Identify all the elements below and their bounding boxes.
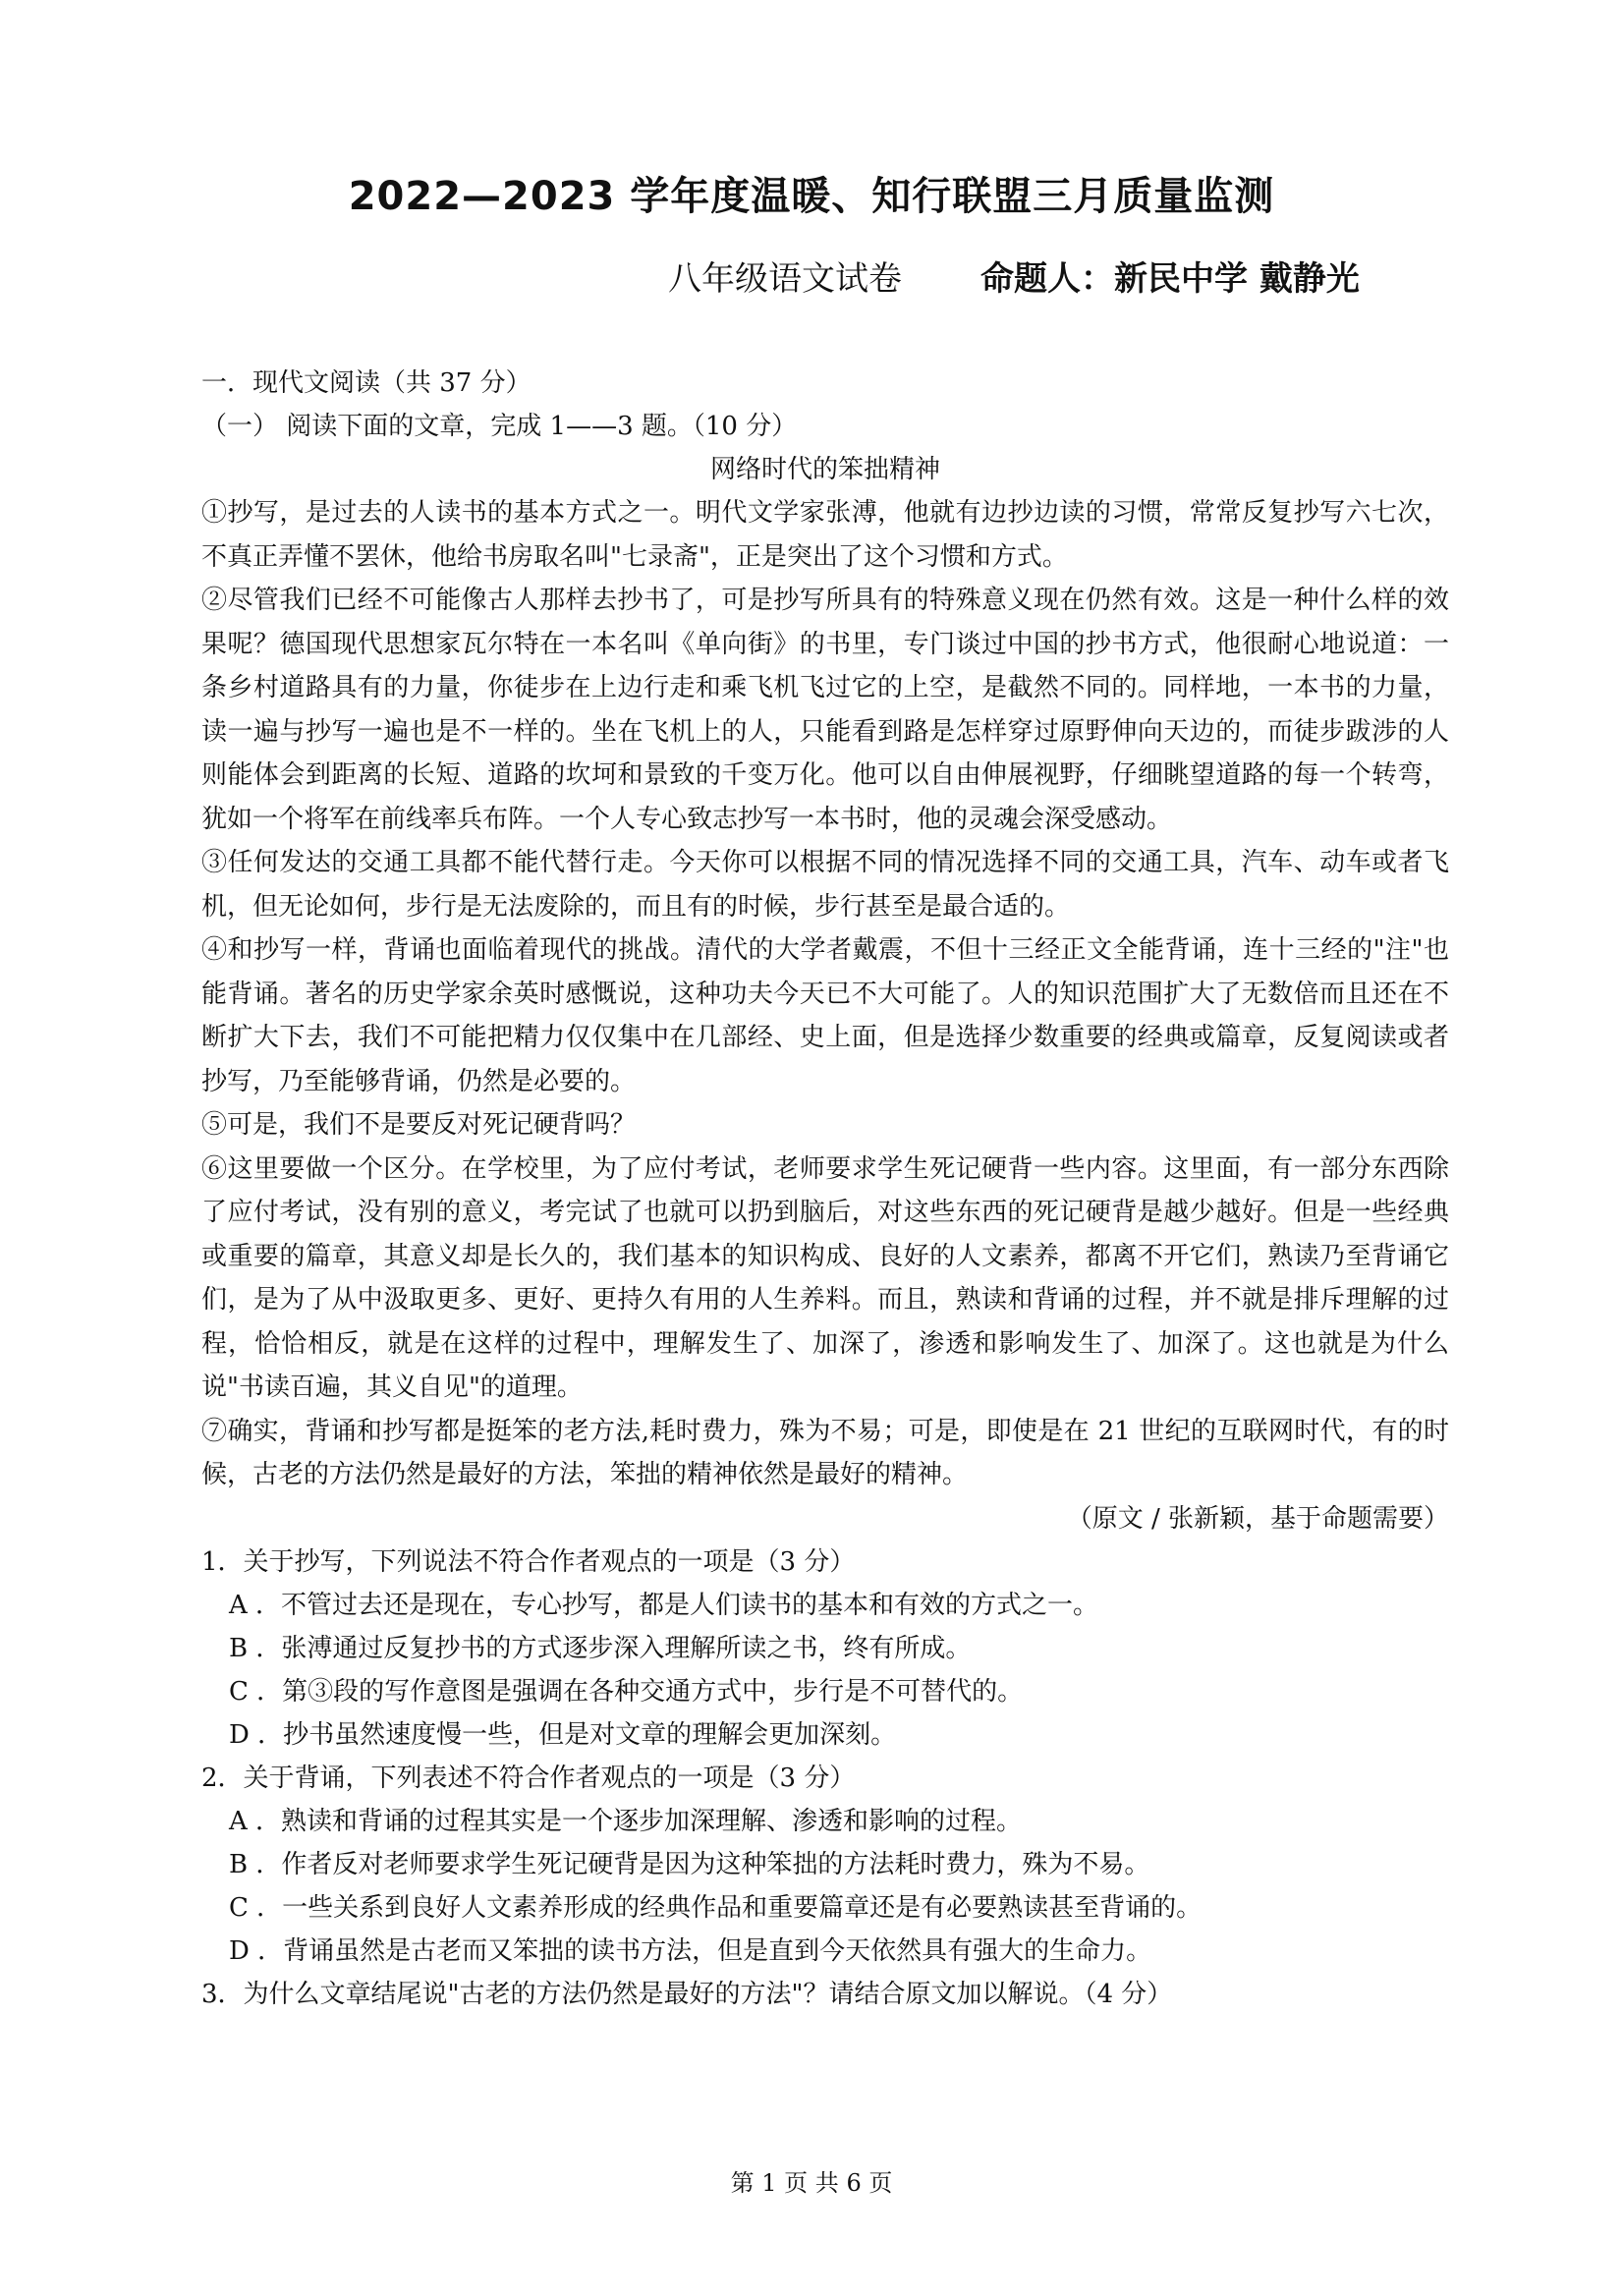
question-stem: 1．关于抄写，下列说法不符合作者观点的一项是（3 分） <box>201 1546 856 1577</box>
question-option: C ．一些关系到良好人文素养形成的经典作品和重要篇章还是有必要熟读甚至背诵的。 <box>229 1892 1203 1923</box>
exam-subtitle <box>668 252 1360 300</box>
question-option: A ．熟读和背诵的过程其实是一个逐步加深理解、渗透和影响的过程。 <box>229 1806 1023 1836</box>
reading-instruction: （一） 阅读下面的文章，完成 1——3 题。（10 分） <box>201 412 798 441</box>
question-option: D ．抄书虽然速度慢一些，但是对文章的理解会更加深刻。 <box>229 1719 897 1750</box>
article-paragraph: ①抄写，是过去的人读书的基本方式之一。明代文学家张溥，他就有边抄边读的习惯，常常反复抄写六七次，不真正弄懂不罢休，他给书房取名叫"七录斋"，正是突出了这个习惯和方式。 <box>201 498 1449 572</box>
page-number: 第 1 页 共 6 页 <box>730 2169 893 2197</box>
exam-title: 2022—2023 学年度温暖、知行联盟三月质量监测 <box>348 174 1275 219</box>
article-paragraph: ③任何发达的交通工具都不能代替行走。今天你可以根据不同的情况选择不同的交通工具，汽车、动车或者飞机，但无论如何，步行是无法废除的，而且有的时候，步行甚至是最合适的。 <box>201 848 1449 922</box>
question-option: A ．不管过去还是现在，专心抄写，都是人们读书的基本和有效的方式之一。 <box>229 1590 1099 1620</box>
article-paragraph: ④和抄写一样，背诵也面临着现代的挑战。清代的大学者戴震，不但十三经正文全能背诵，连十三经的"注"也能背诵。著名的历史学家余英时感慨说，这种功夫今天已不大可能了。人的知识范围扩大了无数倍而且还在不断扩大下去，我们不可能把精力仅仅集中在几部经、史上面，但是选择少数重要的经典或篇章，反复阅读或者抄写，乃至能够背诵，仍然是必要的。 <box>201 935 1449 1096</box>
question-option: C ．第③段的写作意图是强调在各种交通方式中，步行是不可替代的。 <box>229 1676 1024 1707</box>
article-paragraph: ⑥这里要做一个区分。在学校里，为了应付考试，老师要求学生死记硬背一些内容。这里面，有一部分东西除了应付考试，没有别的意义，考完试了也就可以扔到脑后，对这些东西的死记硬背是越少越好。但是一些经典或重要的篇章，其意义却是长久的，我们基本的知识构成、良好的人文素养，都离不开它们，熟读乃至背诵它们，是为了从中汲取更多、更好、更持久有用的人生养料。而且，熟读和背诵的过程，并不就是排斥理解的过程，恰恰相反，就是在这样的过程中，理解发生了、加深了，渗透和影响发生了、加深了。这也就是为什么说"书读百遍，其义自见"的道理。 <box>201 1153 1449 1402</box>
article-paragraph: ②尽管我们已经不可能像古人那样去抄书了，可是抄写所具有的特殊意义现在仍然有效。这是一种什么样的效果呢？德国现代思想家瓦尔特在一本名叫《单向街》的书里，专门谈过中国的抄书方式，他很耐心地说道：一条乡村道路具有的力量，你徒步在上边行走和乘飞机飞过它的上空，是截然不同的。同样地，一本书的力量，读一遍与抄写一遍也是不一样的。坐在飞机上的人，只能看到路是怎样穿过原野伸向天边的，而徒步跋涉的人则能体会到距离的长短、道路的坎坷和景致的千变万化。他可以自由伸展视野，仔细眺望道路的每一个转弯，犹如一个将军在前线率兵布阵。一个人专心致志抄写一本书时，他的灵魂会深受感动。 <box>201 586 1449 834</box>
question-option: B ．张溥通过反复抄书的方式逐步深入理解所读之书，终有所成。 <box>229 1633 972 1663</box>
author-label: 命题人：新民中学 戴静光 <box>980 259 1360 299</box>
question-stem: 3．为什么文章结尾说"古老的方法仍然是最好的方法"？请结合原文加以解说。（4 分） <box>201 1979 1173 2009</box>
question-option: D ．背诵虽然是古老而又笨拙的读书方法，但是直到今天依然具有强大的生命力。 <box>229 1935 1152 1966</box>
question-option: B ．作者反对老师要求学生死记硬背是因为这种笨拙的方法耗时费力，殊为不易。 <box>229 1849 1150 1879</box>
exam-content <box>201 362 1449 2016</box>
question-stem: 2．关于背诵，下列表述不符合作者观点的一项是（3 分） <box>201 1763 856 1793</box>
article-source: （原文 / 张新颖，基于命题需要） <box>1066 1503 1449 1534</box>
section-heading: 一．现代文阅读（共 37 分） <box>201 368 532 398</box>
subject-label: 八年级语文试卷 <box>668 259 902 299</box>
article-title: 网络时代的笨拙精神 <box>709 455 940 484</box>
article-paragraph: ⑤可是，我们不是要反对死记硬背吗？ <box>201 1110 637 1140</box>
article-paragraph: ⑦确实，背诵和抄写都是挺笨的老方法,耗时费力，殊为不易；可是，即使是在 21 世纪的互联网时代，有的时候，古老的方法仍然是最好的方法，笨拙的精神依然是最好的精神。 <box>201 1416 1449 1489</box>
